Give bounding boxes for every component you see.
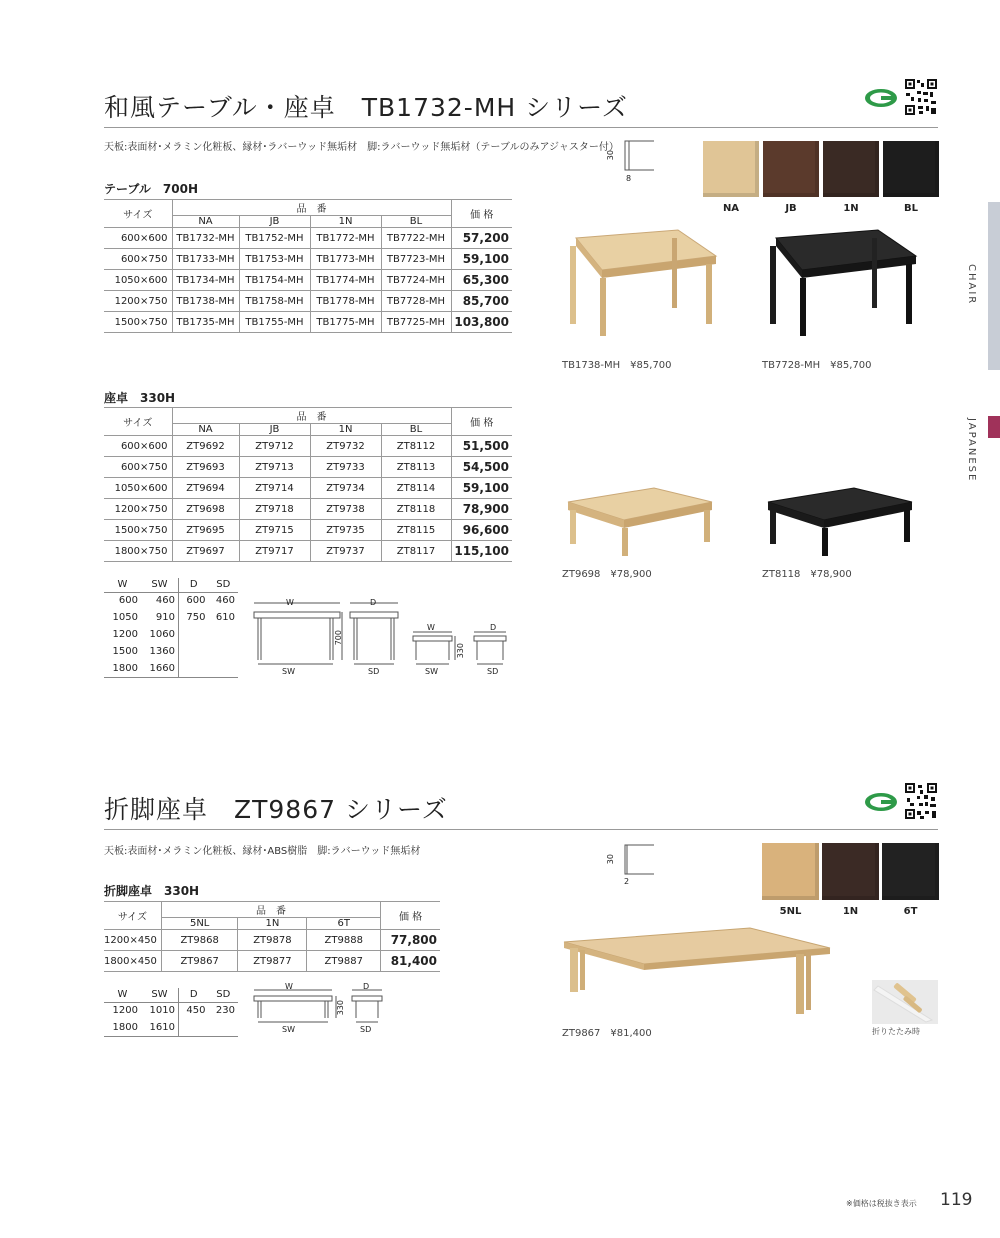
caption-folding-table: ZT9867 ¥81,400 bbox=[562, 1028, 652, 1039]
product-code-jb: TB1754-MH bbox=[239, 270, 310, 291]
row-price: 77,800 bbox=[381, 930, 440, 951]
row-size: 1050×600 bbox=[104, 270, 172, 291]
product-code-jb: ZT9718 bbox=[239, 499, 310, 520]
diagram2-label-w: W bbox=[285, 982, 293, 991]
dims-cell bbox=[209, 1019, 239, 1036]
header-col-na: NA bbox=[172, 216, 239, 228]
dims-cell: 1660 bbox=[141, 660, 179, 677]
folding-table-price-list bbox=[104, 901, 440, 972]
product-code-na: ZT9695 bbox=[172, 520, 239, 541]
diagram2-label-d: D bbox=[363, 982, 370, 991]
product-code-5nl: ZT9867 bbox=[161, 951, 238, 972]
product-code-bl: ZT8113 bbox=[381, 457, 451, 478]
page-number: 119 bbox=[940, 1190, 973, 1210]
row-size: 1200×450 bbox=[104, 930, 161, 951]
product-code-1n: ZT9737 bbox=[310, 541, 381, 562]
caption-table-na: TB1738-MH ¥85,700 bbox=[562, 360, 672, 371]
product-code-1n: TB1774-MH bbox=[310, 270, 381, 291]
dims-cell bbox=[209, 643, 239, 660]
table-row bbox=[104, 520, 512, 541]
swatch-label: 5NL bbox=[779, 906, 802, 917]
product-code-jb: ZT9714 bbox=[239, 478, 310, 499]
row-price: 103,800 bbox=[451, 312, 512, 333]
dims-cell: 600 bbox=[118, 595, 138, 607]
swatch-6t bbox=[882, 843, 939, 900]
product-code-jb: TB1755-MH bbox=[239, 312, 310, 333]
product-code-bl: TB7728-MH bbox=[381, 291, 451, 312]
dimension-table bbox=[104, 578, 238, 678]
dims-cell: 1010 bbox=[149, 1005, 175, 1017]
product-code-bl: TB7724-MH bbox=[381, 270, 451, 291]
header-size: サイズ bbox=[104, 408, 172, 436]
qr-code-icon[interactable] bbox=[904, 782, 938, 820]
dims-header-sw: SW bbox=[141, 578, 179, 592]
dims-cell: 1050 bbox=[112, 612, 138, 623]
table-row bbox=[104, 457, 512, 478]
row-size: 1500×750 bbox=[104, 520, 172, 541]
dims-cell: 610 bbox=[215, 612, 235, 623]
diagram-label-sw2: SW bbox=[425, 667, 438, 676]
row-price: 57,200 bbox=[451, 228, 512, 249]
swatch-jb bbox=[763, 141, 819, 197]
row-size: 600×750 bbox=[104, 457, 172, 478]
caption-folded: 折りたたみ時 bbox=[872, 1027, 920, 1036]
product-code-na: TB1734-MH bbox=[172, 270, 239, 291]
lowtable-bl-image bbox=[762, 482, 922, 562]
row-price: 59,100 bbox=[451, 478, 512, 499]
dims-cell: 1610 bbox=[141, 1019, 179, 1036]
table-title: テーブル 700H bbox=[104, 182, 199, 196]
row-price: 85,700 bbox=[451, 291, 512, 312]
product-code-bl: ZT8115 bbox=[381, 520, 451, 541]
product-code-1n: TB1778-MH bbox=[310, 291, 381, 312]
row-size: 1800×450 bbox=[104, 951, 161, 972]
header-price: 価 格 bbox=[451, 200, 512, 228]
dims-cell bbox=[178, 643, 208, 660]
dims-row bbox=[104, 643, 238, 660]
dims-cell bbox=[178, 660, 208, 677]
row-size: 1800×750 bbox=[104, 541, 172, 562]
japanese-tab-label: JAPANESE bbox=[966, 418, 977, 483]
header-col-jb: JB bbox=[239, 424, 310, 436]
section2-rule bbox=[104, 829, 938, 830]
product-code-bl: TB7725-MH bbox=[381, 312, 451, 333]
swatch-label: NA bbox=[722, 203, 740, 214]
row-price: 96,600 bbox=[451, 520, 512, 541]
table-bl-image bbox=[762, 228, 922, 338]
header-hinban: 品 番 bbox=[172, 200, 451, 216]
dims-header-d: D bbox=[178, 578, 208, 592]
product-code-6t: ZT9888 bbox=[307, 930, 381, 951]
section1-spec: 天板:表面材･メラミン化粧板、縁材･ラバーウッド無垢材 脚:ラバーウッド無垢材（テーブルのみアジャスター付） bbox=[104, 142, 619, 153]
product-code-jb: ZT9715 bbox=[239, 520, 310, 541]
row-size: 600×750 bbox=[104, 249, 172, 270]
table-row bbox=[104, 436, 512, 457]
table-row bbox=[104, 270, 512, 291]
product-code-na: TB1733-MH bbox=[172, 249, 239, 270]
diagram-label-sd: SD bbox=[368, 667, 380, 676]
swatch-label: 1N bbox=[842, 906, 859, 917]
product-code-1n: ZT9738 bbox=[310, 499, 381, 520]
dims-header-d: D bbox=[178, 988, 208, 1002]
section2-title: 折脚座卓 ZT9867 シリーズ bbox=[104, 795, 448, 824]
product-code-bl: ZT8118 bbox=[381, 499, 451, 520]
diagram-label-sd2: SD bbox=[487, 667, 499, 676]
row-size: 1200×750 bbox=[104, 499, 172, 520]
row-price: 115,100 bbox=[451, 541, 512, 562]
product-code-1n: TB1772-MH bbox=[310, 228, 381, 249]
diagram-label-d: D bbox=[370, 598, 377, 607]
row-price: 54,500 bbox=[451, 457, 512, 478]
footer-note: ※価格は税抜き表示 bbox=[846, 1199, 917, 1208]
header-hinban: 品 番 bbox=[161, 902, 380, 918]
swatch-label: 1N bbox=[843, 203, 859, 214]
table-row bbox=[104, 291, 512, 312]
swatch-label: 6T bbox=[903, 906, 918, 917]
lowtable-na-image bbox=[562, 482, 722, 562]
row-size: 1050×600 bbox=[104, 478, 172, 499]
table-na-image bbox=[562, 228, 722, 338]
header-col-6t: 6T bbox=[307, 918, 381, 930]
product-code-jb: TB1753-MH bbox=[239, 249, 310, 270]
table-row bbox=[104, 478, 512, 499]
edge-width-label-2: 2 bbox=[624, 877, 630, 886]
row-price: 81,400 bbox=[381, 951, 440, 972]
table-row bbox=[104, 228, 512, 249]
dims-cell: 600 bbox=[178, 592, 208, 609]
dims-row bbox=[104, 1002, 238, 1019]
green-mark-icon bbox=[864, 792, 898, 812]
header-price: 価 格 bbox=[381, 902, 440, 930]
product-code-1n: TB1775-MH bbox=[310, 312, 381, 333]
dims-cell: 1500 bbox=[112, 646, 138, 657]
swatch-bl bbox=[883, 141, 939, 197]
diagram-label-w2: W bbox=[427, 623, 435, 632]
table-row bbox=[104, 499, 512, 520]
dims-cell bbox=[178, 626, 208, 643]
product-code-6t: ZT9887 bbox=[307, 951, 381, 972]
product-code-bl: TB7722-MH bbox=[381, 228, 451, 249]
diagram-label-w: W bbox=[286, 598, 294, 607]
lowtable-price-list bbox=[104, 407, 512, 562]
dims-cell: 460 bbox=[215, 595, 235, 607]
diagram2-label-sw: SW bbox=[282, 1025, 295, 1034]
product-code-jb: ZT9712 bbox=[239, 436, 310, 457]
product-code-1n: ZT9733 bbox=[310, 457, 381, 478]
chair-tab-label: CHAIR bbox=[966, 264, 977, 306]
product-code-na: ZT9697 bbox=[172, 541, 239, 562]
dims-header-sw: SW bbox=[141, 988, 179, 1002]
header-col-bl: BL bbox=[381, 424, 451, 436]
row-size: 600×600 bbox=[104, 436, 172, 457]
product-code-1n: ZT9732 bbox=[310, 436, 381, 457]
edge-profile-diagram-2 bbox=[608, 840, 658, 886]
dims-cell: 460 bbox=[155, 595, 175, 607]
table-row bbox=[104, 312, 512, 333]
section2-spec: 天板:表面材･メラミン化粧板、縁材･ABS樹脂 脚:ラバーウッド無垢材 bbox=[104, 846, 421, 857]
product-code-na: ZT9698 bbox=[172, 499, 239, 520]
dims-row bbox=[104, 592, 238, 609]
caption-table-bl: TB7728-MH ¥85,700 bbox=[762, 360, 872, 371]
swatch-na bbox=[703, 141, 759, 197]
header-size: サイズ bbox=[104, 902, 161, 930]
header-col-1n: 1N bbox=[238, 918, 307, 930]
header-col-1n: 1N bbox=[310, 216, 381, 228]
caption-lowtable-bl: ZT8118 ¥78,900 bbox=[762, 569, 852, 580]
product-code-jb: TB1752-MH bbox=[239, 228, 310, 249]
product-code-1n: TB1773-MH bbox=[310, 249, 381, 270]
japanese-tab[interactable] bbox=[988, 416, 1000, 438]
table-price-list bbox=[104, 199, 512, 333]
product-code-1n: ZT9878 bbox=[238, 930, 307, 951]
caption-lowtable-na: ZT9698 ¥78,900 bbox=[562, 569, 652, 580]
dims-cell: 1800 bbox=[104, 660, 141, 677]
dims-cell: 230 bbox=[215, 1005, 235, 1017]
product-code-bl: TB7723-MH bbox=[381, 249, 451, 270]
edge-height-label: 30 bbox=[606, 150, 615, 161]
diagram-label-h330: 330 bbox=[456, 643, 465, 659]
product-code-na: ZT9693 bbox=[172, 457, 239, 478]
dims-cell: 450 bbox=[178, 1002, 208, 1019]
dims-cell bbox=[178, 1019, 208, 1036]
product-code-na: TB1732-MH bbox=[172, 228, 239, 249]
product-code-na: TB1735-MH bbox=[172, 312, 239, 333]
product-code-5nl: ZT9868 bbox=[161, 930, 238, 951]
green-mark-icon bbox=[864, 88, 898, 108]
table-row bbox=[104, 249, 512, 270]
product-code-na: ZT9694 bbox=[172, 478, 239, 499]
diagram2-label-h330: 330 bbox=[336, 1000, 345, 1016]
product-code-na: TB1738-MH bbox=[172, 291, 239, 312]
dims-cell bbox=[209, 626, 239, 643]
product-code-jb: ZT9713 bbox=[239, 457, 310, 478]
header-col-5nl: 5NL bbox=[161, 918, 238, 930]
table-row bbox=[104, 951, 440, 972]
chair-tab[interactable] bbox=[988, 202, 1000, 370]
dims-header-sd: SD bbox=[209, 988, 239, 1002]
dims-cell bbox=[209, 660, 239, 677]
section1-title: 和風テーブル・座卓 TB1732-MH シリーズ bbox=[104, 93, 628, 122]
product-code-bl: ZT8114 bbox=[381, 478, 451, 499]
dims-cell: 910 bbox=[155, 612, 175, 623]
header-col-jb: JB bbox=[239, 216, 310, 228]
table-row bbox=[104, 930, 440, 951]
diagram-label-h700: 700 bbox=[334, 630, 343, 646]
dims-row bbox=[104, 609, 238, 626]
dims-cell: 1200 bbox=[112, 629, 138, 640]
diagram-label-d2: D bbox=[490, 623, 497, 632]
qr-code-icon[interactable] bbox=[904, 78, 938, 116]
dims-cell: 1060 bbox=[149, 629, 175, 640]
row-price: 78,900 bbox=[451, 499, 512, 520]
folded-legs-image bbox=[872, 980, 938, 1024]
swatch-label: JB bbox=[785, 203, 797, 214]
table-row bbox=[104, 541, 512, 562]
product-code-1n: ZT9734 bbox=[310, 478, 381, 499]
dims-header-w: W bbox=[104, 988, 141, 1002]
swatch-label: BL bbox=[904, 203, 918, 214]
folding-table-image bbox=[560, 922, 835, 1022]
diagram-label-sw: SW bbox=[282, 667, 295, 676]
section1-rule bbox=[104, 127, 938, 128]
dims-row bbox=[104, 1019, 238, 1036]
dimension-table-2 bbox=[104, 988, 238, 1037]
dims-cell: 1360 bbox=[149, 646, 175, 657]
row-price: 65,300 bbox=[451, 270, 512, 291]
swatch-1n bbox=[822, 843, 879, 900]
edge-width-label: 8 bbox=[626, 174, 632, 183]
lowtable-title: 座卓 330H bbox=[104, 391, 176, 405]
product-code-1n: ZT9735 bbox=[310, 520, 381, 541]
swatch-5nl bbox=[762, 843, 819, 900]
folding-table-title: 折脚座卓 330H bbox=[104, 884, 200, 898]
edge-profile-diagram bbox=[608, 138, 658, 184]
dims-row bbox=[104, 660, 238, 677]
dims-cell: 750 bbox=[178, 609, 208, 626]
header-hinban: 品 番 bbox=[172, 408, 451, 424]
edge-height-label-2: 30 bbox=[606, 854, 615, 865]
product-code-jb: TB1758-MH bbox=[239, 291, 310, 312]
row-size: 1500×750 bbox=[104, 312, 172, 333]
diagram2-label-sd: SD bbox=[360, 1025, 372, 1034]
dims-header-w: W bbox=[104, 578, 141, 592]
row-size: 600×600 bbox=[104, 228, 172, 249]
dims-row bbox=[104, 626, 238, 643]
header-col-na: NA bbox=[172, 424, 239, 436]
dims-cell: 1800 bbox=[104, 1019, 141, 1036]
row-price: 51,500 bbox=[451, 436, 512, 457]
header-price: 価 格 bbox=[451, 408, 512, 436]
product-code-na: ZT9692 bbox=[172, 436, 239, 457]
row-size: 1200×750 bbox=[104, 291, 172, 312]
dims-cell: 1200 bbox=[112, 1005, 138, 1017]
header-size: サイズ bbox=[104, 200, 172, 228]
product-code-1n: ZT9877 bbox=[238, 951, 307, 972]
header-col-1n: 1N bbox=[310, 424, 381, 436]
header-col-bl: BL bbox=[381, 216, 451, 228]
swatch-1n bbox=[823, 141, 879, 197]
product-code-bl: ZT8117 bbox=[381, 541, 451, 562]
product-code-bl: ZT8112 bbox=[381, 436, 451, 457]
row-price: 59,100 bbox=[451, 249, 512, 270]
product-code-jb: ZT9717 bbox=[239, 541, 310, 562]
table-dimension-diagram bbox=[250, 598, 520, 678]
dims-header-sd: SD bbox=[209, 578, 239, 592]
